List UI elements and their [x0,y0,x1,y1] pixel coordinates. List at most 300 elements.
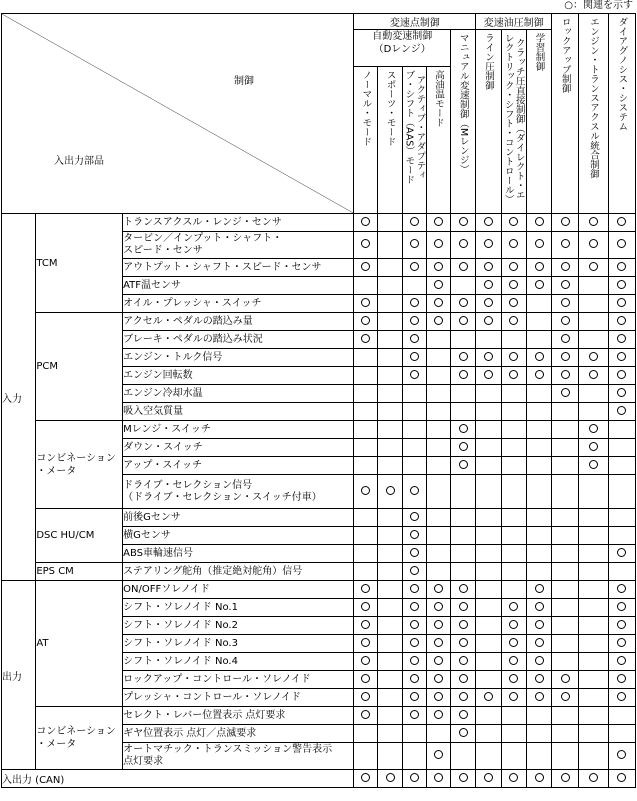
matrix-cell [608,707,635,725]
matrix-cell [402,671,426,689]
matrix-cell [451,313,476,331]
related-circle-icon [617,316,626,325]
matrix-cell [501,707,526,725]
matrix-cell [354,259,378,277]
matrix-cell [426,545,450,563]
related-circle-icon [459,602,468,611]
io-part-label: エンジン・トルク信号 [123,349,354,367]
matrix-cell [476,367,501,385]
related-circle-icon [509,773,518,782]
io-part-label: オイル・プレッシャ・スイッチ [123,295,354,313]
component-group: AT [36,581,123,707]
matrix-cell [579,707,608,725]
related-circle-icon [434,298,443,307]
matrix-cell [501,527,526,545]
matrix-cell [451,509,476,527]
matrix-cell [451,457,476,475]
matrix-cell [451,295,476,313]
matrix-cell [354,671,378,689]
matrix-cell [608,232,635,259]
matrix-cell [378,313,402,331]
related-circle-icon [434,620,443,629]
matrix-cell [579,214,608,232]
related-circle-icon [509,602,518,611]
matrix-cell [426,259,450,277]
related-circle-icon [459,298,468,307]
matrix-cell [526,617,551,635]
matrix-cell [354,725,378,743]
matrix-cell [579,617,608,635]
io-part-label: アクセル・ペダルの踏込み量 [123,313,354,331]
matrix-cell [579,527,608,545]
subgroup-auto-label: 自動変速制御 （Dレンジ） [372,31,433,55]
related-circle-icon [589,442,598,451]
related-circle-icon [410,620,419,629]
matrix-cell [451,385,476,403]
matrix-cell [451,617,476,635]
matrix-cell [501,725,526,743]
io-part-label: アウトプット・シャフト・スピード・センサ [123,259,354,277]
matrix-cell [451,743,476,770]
matrix-cell [426,475,450,509]
matrix-cell [451,725,476,743]
matrix-cell [426,527,450,545]
related-circle-icon [361,692,370,701]
matrix-cell [579,277,608,295]
io-part-label: エンジン回転数 [123,367,354,385]
matrix-cell [354,277,378,295]
matrix-cell [552,259,579,277]
related-circle-icon [459,316,468,325]
matrix-cell [579,581,608,599]
related-circle-icon [484,370,493,379]
matrix-cell [501,545,526,563]
related-circle-icon [617,280,626,289]
matrix-cell [476,277,501,295]
matrix-cell [579,635,608,653]
related-circle-icon [459,656,468,665]
related-circle-icon [410,584,419,593]
related-circle-icon [535,656,544,665]
component-group: PCM [36,313,123,421]
matrix-cell [552,545,579,563]
matrix-cell [378,385,402,403]
matrix-cell [608,385,635,403]
matrix-cell [501,457,526,475]
matrix-cell [354,367,378,385]
matrix-cell [579,509,608,527]
col-header-clutch-pressure: クラッチ圧直接制御（ダイレクト・エ レクトリック・シフト・コントロール） [502,33,525,204]
matrix-cell [608,439,635,457]
matrix-cell [476,439,501,457]
related-circle-icon [617,298,626,307]
related-circle-icon [509,316,518,325]
matrix-cell [526,421,551,439]
related-circle-icon [509,298,518,307]
matrix-cell [501,653,526,671]
matrix-cell [501,635,526,653]
matrix-cell [378,635,402,653]
matrix-cell [552,331,579,349]
matrix-cell [608,617,635,635]
matrix-cell [579,545,608,563]
matrix-cell [526,743,551,770]
matrix-cell [476,770,501,788]
matrix-cell [608,689,635,707]
matrix-cell [552,367,579,385]
io-part-label: ロックアップ・コントロール・ソレノイド [123,671,354,689]
io-part-label: シフト・ソレノイド No.3 [123,635,354,653]
matrix-cell [378,581,402,599]
related-circle-icon [561,316,570,325]
matrix-cell [526,653,551,671]
related-circle-icon [410,512,419,521]
matrix-cell [526,331,551,349]
io-part-label: ステアリング舵角（推定絶対舵角）信号 [123,563,354,581]
component-group: EPS CM [36,563,123,581]
io-part-label: トランスアクスル・レンジ・センサ [123,214,354,232]
related-circle-icon [509,620,518,629]
matrix-cell [476,421,501,439]
matrix-cell [354,439,378,457]
related-circle-icon [561,773,570,782]
matrix-cell [354,563,378,581]
matrix-cell [378,232,402,259]
related-circle-icon [561,370,570,379]
related-circle-icon [484,239,493,248]
matrix-cell [426,349,450,367]
related-circle-icon [361,239,370,248]
related-circle-icon [459,262,468,271]
subgroup-auto-shift [354,30,451,67]
category-output: 出力 [2,581,36,770]
related-circle-icon [459,710,468,719]
related-circle-icon [535,262,544,271]
related-circle-icon [617,602,626,611]
matrix-cell [402,313,426,331]
related-circle-icon [410,316,419,325]
related-circle-icon [434,674,443,683]
related-circle-icon [561,262,570,271]
matrix-cell [501,331,526,349]
matrix-cell [608,770,635,788]
matrix-cell [476,635,501,653]
related-circle-icon [535,692,544,701]
related-circle-icon [484,316,493,325]
related-circle-icon [459,352,468,361]
matrix-cell [451,421,476,439]
component-group: コンビネーション ・メータ [36,707,123,770]
table-row [2,563,636,581]
matrix-cell [579,599,608,617]
related-circle-icon [484,298,493,307]
table-row [2,421,636,439]
matrix-cell [501,599,526,617]
matrix-cell [354,349,378,367]
matrix-cell [378,653,402,671]
matrix-cell [526,527,551,545]
matrix-cell [451,635,476,653]
matrix-cell [426,403,450,421]
col-header-aas: アクティブ・アダプティ ブ・シフト（AAS）モード [403,70,426,185]
matrix-cell [501,403,526,421]
matrix-cell [552,421,579,439]
related-circle-icon [361,298,370,307]
matrix-cell [579,385,608,403]
related-circle-icon [561,239,570,248]
matrix-cell [608,277,635,295]
related-circle-icon [410,530,419,539]
matrix-cell [552,725,579,743]
matrix-cell [579,295,608,313]
matrix-cell [378,689,402,707]
matrix-cell [608,563,635,581]
matrix-cell [402,349,426,367]
matrix-cell [476,295,501,313]
matrix-cell [476,743,501,770]
matrix-cell [526,385,551,403]
related-circle-icon [434,280,443,289]
matrix-cell [526,349,551,367]
related-circle-icon [410,486,419,495]
matrix-cell [552,232,579,259]
related-circle-icon [617,620,626,629]
matrix-cell [426,421,450,439]
related-circle-icon [617,262,626,271]
related-circle-icon [535,773,544,782]
matrix-cell [378,457,402,475]
matrix-cell [451,403,476,421]
related-circle-icon [434,656,443,665]
related-circle-icon [535,217,544,226]
related-circle-icon [484,280,493,289]
matrix-cell [451,581,476,599]
matrix-cell [402,545,426,563]
related-circle-icon [361,334,370,343]
matrix-cell [378,349,402,367]
related-circle-icon [410,773,419,782]
matrix-cell [501,367,526,385]
matrix-cell [526,770,551,788]
matrix-cell [526,403,551,421]
matrix-cell [451,707,476,725]
table-row [2,707,636,725]
related-circle-icon [459,584,468,593]
io-part-label: 吸入空気質量 [123,403,354,421]
related-circle-icon [589,352,598,361]
matrix-cell [354,707,378,725]
matrix-cell [402,725,426,743]
col-header-integrated: エンジン・トランスアクスル統合制御 [588,17,600,179]
matrix-cell [579,313,608,331]
io-part-label: ギヤ位置表示 点灯／点滅要求 [123,725,354,743]
matrix-cell [402,563,426,581]
matrix-cell [378,770,402,788]
matrix-cell [552,277,579,295]
io-part-label: オートマチック・トランスミッション警告表示 点灯要求 [123,743,354,770]
matrix-cell [579,349,608,367]
matrix-cell [501,277,526,295]
col-header-normal: ノーマル・モード [360,70,372,146]
related-circle-icon [509,262,518,271]
io-part-label: ドライブ・セレクション信号 （ドライブ・セレクション・スイッチ付車） [123,475,354,509]
related-circle-icon [410,239,419,248]
matrix-cell [451,214,476,232]
matrix-cell [579,331,608,349]
related-circle-icon [561,388,570,397]
matrix-cell [579,689,608,707]
related-circle-icon [561,298,570,307]
related-circle-icon [509,674,518,683]
matrix-cell [378,475,402,509]
related-circle-icon [410,352,419,361]
matrix-cell [402,385,426,403]
related-circle-icon [561,280,570,289]
matrix-cell [451,367,476,385]
matrix-cell [354,214,378,232]
matrix-cell [426,232,450,259]
related-circle-icon [509,280,518,289]
matrix-cell [608,599,635,617]
matrix-cell [426,214,450,232]
related-circle-icon [459,217,468,226]
related-circle-icon [589,262,598,271]
matrix-cell [501,689,526,707]
matrix-cell [608,295,635,313]
matrix-cell [378,725,402,743]
matrix-cell [476,403,501,421]
matrix-cell [476,563,501,581]
matrix-cell [476,725,501,743]
matrix-cell [451,439,476,457]
matrix-cell [378,545,402,563]
io-part-label: エンジン冷却水温 [123,385,354,403]
related-circle-icon [361,638,370,647]
related-circle-icon [589,773,598,782]
matrix-cell [354,599,378,617]
io-part-label: シフト・ソレノイド No.4 [123,653,354,671]
col-header-lockup: ロックアップ制御 [559,17,571,93]
matrix-cell [378,277,402,295]
matrix-cell [354,295,378,313]
matrix-cell [354,770,378,788]
related-circle-icon [361,262,370,271]
matrix-cell [526,725,551,743]
matrix-cell [579,743,608,770]
matrix-cell [476,527,501,545]
related-circle-icon [459,424,468,433]
matrix-cell [426,689,450,707]
matrix-cell [552,214,579,232]
matrix-cell [526,563,551,581]
related-circle-icon [459,620,468,629]
matrix-cell [608,259,635,277]
related-circle-icon [410,692,419,701]
table-row [2,581,636,599]
matrix-cell [526,439,551,457]
related-circle-icon [361,486,370,495]
component-group: コンビネーション ・メータ [36,421,123,509]
related-circle-icon [434,773,443,782]
matrix-cell [552,457,579,475]
related-circle-icon [484,352,493,361]
matrix-cell [552,439,579,457]
io-control-matrix [1,13,636,788]
category-input: 入力 [2,214,36,581]
matrix-cell [579,725,608,743]
matrix-cell [451,475,476,509]
matrix-cell [552,527,579,545]
related-circle-icon [410,674,419,683]
matrix-cell [608,527,635,545]
related-circle-icon [434,239,443,248]
matrix-cell [402,527,426,545]
matrix-cell [552,770,579,788]
matrix-cell [552,581,579,599]
matrix-cell [501,313,526,331]
corner-label-io-parts: 入出力部品 [54,156,104,167]
matrix-cell [426,617,450,635]
matrix-cell [476,331,501,349]
matrix-cell [476,457,501,475]
matrix-cell [501,214,526,232]
related-circle-icon [617,217,626,226]
matrix-cell [378,707,402,725]
matrix-cell [552,403,579,421]
matrix-cell [501,385,526,403]
matrix-cell [354,331,378,349]
io-part-label: タービン／インプット・シャフト・ スピード・センサ [123,232,354,259]
matrix-cell [476,214,501,232]
matrix-cell [579,770,608,788]
related-circle-icon [434,316,443,325]
related-circle-icon [434,262,443,271]
matrix-cell [354,617,378,635]
matrix-cell [354,545,378,563]
related-circle-icon [410,710,419,719]
matrix-cell [608,743,635,770]
matrix-cell [608,509,635,527]
matrix-cell [354,403,378,421]
matrix-cell [426,635,450,653]
io-part-label: アップ・スイッチ [123,457,354,475]
matrix-cell [501,581,526,599]
related-circle-icon [459,674,468,683]
matrix-cell [526,367,551,385]
matrix-cell [354,421,378,439]
related-circle-icon [509,656,518,665]
related-circle-icon [386,486,395,495]
matrix-cell [426,770,450,788]
related-circle-icon [617,352,626,361]
related-circle-icon [561,217,570,226]
matrix-cell [402,214,426,232]
related-circle-icon [459,728,468,737]
matrix-cell [501,770,526,788]
matrix-cell [526,214,551,232]
related-circle-icon [561,692,570,701]
matrix-cell [579,403,608,421]
related-circle-icon [617,334,626,343]
matrix-cell [402,295,426,313]
matrix-cell [451,563,476,581]
io-part-label: Mレンジ・スイッチ [123,421,354,439]
related-circle-icon [589,370,598,379]
matrix-cell [608,331,635,349]
col-header-manual: マニュアル変速制御（Mレンジ） [457,33,469,175]
matrix-cell [526,671,551,689]
can-row [2,770,636,788]
